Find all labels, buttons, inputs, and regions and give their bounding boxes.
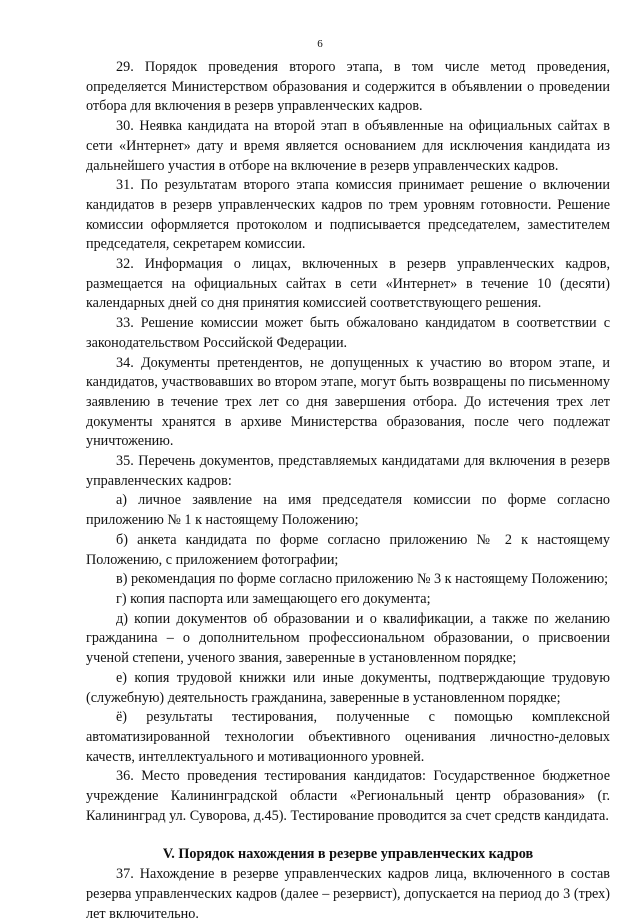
paragraph-36: 36. Место проведения тестирования кандидатов: Государственное бюджетное учреждение Калининградской области «Региональный центр образования» (г. Калининград ул. Суворова, д.45). Тестирование проводится за счет средств кандидата.	[86, 768, 610, 824]
paragraph-35: 35. Перечень документов, представляемых кандидатами для включения в резерв управленческих кадров:	[86, 453, 610, 489]
list-item-a: а) личное заявление на имя председателя комиссии по форме согласно приложению № 1 к настоящему Положению;	[86, 492, 610, 529]
page-number: 6	[317, 38, 323, 50]
section-title: V. Порядок нахождения в резерве управленческих кадров	[162, 846, 534, 863]
list-item-yo: ё) результаты тестирования, полученные с помощью комплексной автоматизированной технологии объективного оценивания личностно-деловых качеств, интеллектуального и мотивационного уровней.	[86, 709, 610, 765]
paragraph-34: 34. Документы претендентов, не допущенных к участию во втором этапе, и кандидатов, участвовавших во втором этапе, могут быть возвращены по письменному заявлению в течение трех лет со дня завершения отбора. До истечения трех лет документы хранятся в архиве Министерства образования, после чего подлежат уничтожению.	[86, 354, 610, 450]
paragraph-33: 33. Решение комиссии может быть обжаловано кандидатом в соответствии с законодательством Российской Федерации.	[86, 315, 610, 351]
paragraph-37: 37. Нахождение в резерве управленческих кадров лица, включенного в состав резерва управленческих кадров (далее – резервист), допускается на период до 3 (трех) лет включительно.	[86, 866, 610, 922]
document-body	[86, 58, 610, 924]
paragraph-30: 30. Неявка кандидата на второй этап в объявленные на официальных сайтах в сети «Интернет» дату и время является основанием для исключения кандидата из дальнейшего участия в отборе на включение в резерв управленческих кадров.	[86, 118, 610, 174]
paragraph-31: 31. По результатам второго этапа комиссия принимает решение о включении кандидатов в резерв управленческих кадров по трем уровням готовности. Решение комиссии оформляется протоколом и подписывается председателем, заместителем председателя, секретарем комиссии.	[86, 177, 610, 253]
list-item-g: г) копия паспорта или замещающего его документа;	[116, 590, 431, 607]
paragraph-29: 29. Порядок проведения второго этапа, в том числе метод проведения, определяется Министерством образования и содержится в объявлении о проведении отбора для включения в резерв управленческих кадров.	[86, 59, 610, 115]
list-item-v: в) рекомендация по форме согласно приложению № 3 к настоящему Положению;	[116, 571, 609, 588]
list-item-d: д) копии документов об образовании и о квалификации, а также по желанию гражданина – о дополнительном профессиональном образовании, о присвоении ученой степени, ученого звания, заверенные в установленном порядке;	[86, 610, 610, 667]
list-item-e: е) копия трудовой книжки или иные документы, подтверждающие трудовую (служебную) деятельность гражданина, заверенные в установленном порядке;	[86, 669, 610, 706]
paragraph-32: 32. Информация о лицах, включенных в резерв управленческих кадров, размещается на официальных сайтах в сети «Интернет» в течение 10 (десяти) календарных дней со дня принятия комиссией соответствующего решения.	[86, 256, 610, 312]
list-item-b: б) анкета кандидата по форме согласно приложению № 2 к настоящему Положению, с приложением фотографии;	[86, 531, 610, 568]
